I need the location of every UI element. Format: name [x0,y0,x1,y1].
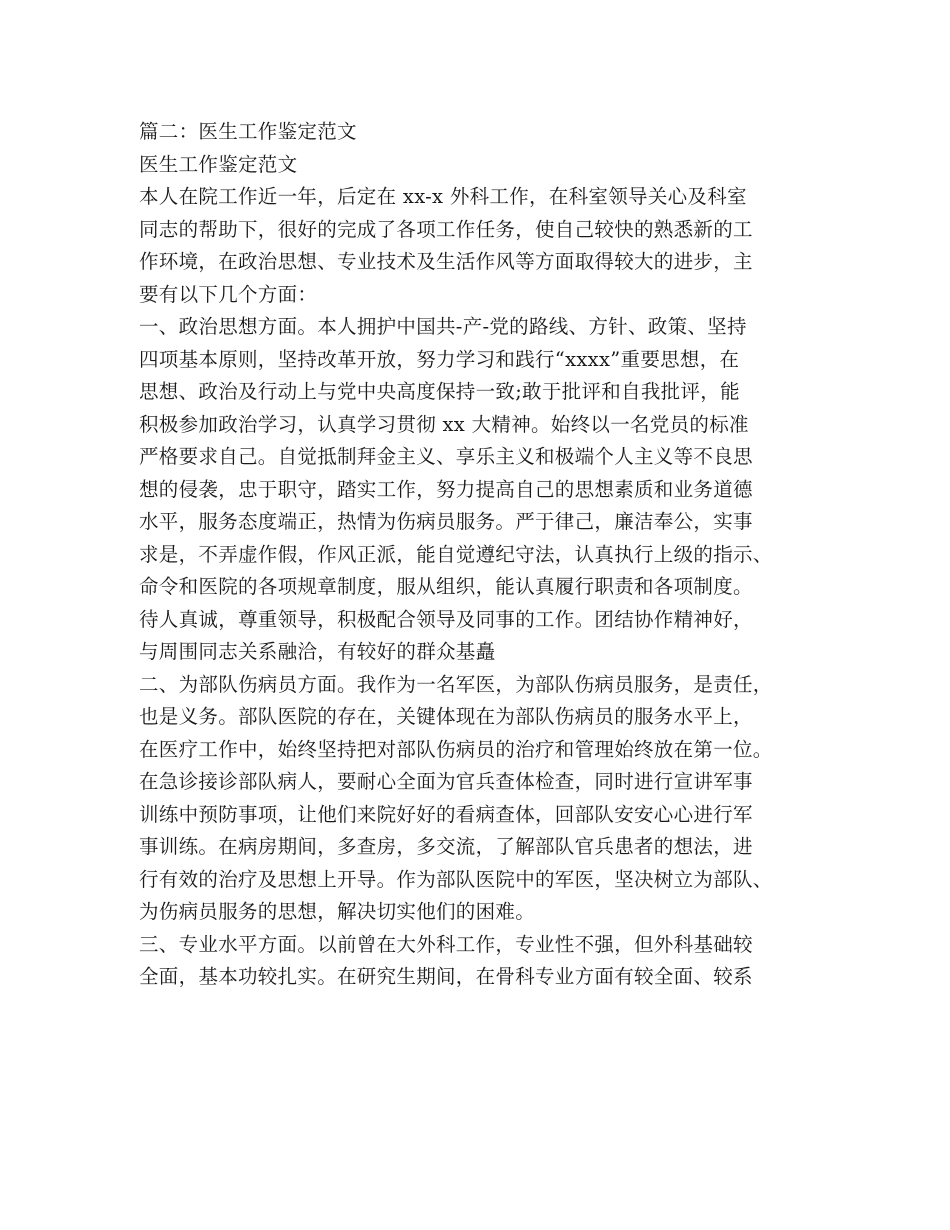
text-line: 行有效的治疗及思想上开导。作为部队医院中的军医，坚决树立为部队、 [139,867,773,891]
text-line: 与周围同志关系融洽，有较好的群众基矗 [139,640,496,663]
text-line: 求是，不弄虚作假，作风正派，能自觉遵纪守法，认真执行上级的指示、 [139,542,773,566]
text-line: 想的侵袭，忠于职守，踏实工作，努力提高自己的思想素质和业务道德 [139,477,753,501]
text-line: 四项基本原则，坚持改革开放，努力学习和践行“xxxx”重要思想，在 [139,347,740,371]
document-body [139,116,829,994]
text-line: 三、专业水平方面。以前曾在大外科工作，专业性不强，但外科基础较 [139,932,753,956]
text-line: 在医疗工作中，始终坚持把对部队伤病员的治疗和管理始终放在第一位。 [139,737,773,761]
text-line: 训练中预防事项，让他们来院好好的看病查体，回部队安安心心进行军 [139,802,753,826]
text-line: 思想、政治及行动上与党中央高度保持一致;敢于批评和自我批评，能 [139,380,740,403]
text-line: 同志的帮助下，很好的完成了各项工作任务，使自己较快的熟悉新的工 [139,217,753,241]
text-line: 要有以下几个方面： [139,282,318,306]
text-line: 严格要求自己。自觉抵制拜金主义、享乐主义和极端个人主义等不良思 [139,445,753,468]
text-line: 一、政治思想方面。本人拥护中国共-产-党的路线、方针、政策、坚持 [139,315,747,338]
text-line: 事训练。在病房期间，多查房，多交流，了解部队官兵患者的想法，进 [139,835,753,858]
text-line: 在急诊接诊部队病人，要耐心全面为官兵查体检查，同时进行宣讲军事 [139,770,753,793]
text-line: 水平，服务态度端正，热情为伤病员服务。严于律己，廉洁奉公，实事 [139,510,753,533]
document-title: 医生工作鉴定范文 [139,152,298,176]
text-line: 全面，基本功较扎实。在研究生期间，在骨科专业方面有较全面、较系 [139,965,753,988]
text-line: 也是义务。部队医院的存在，关键体现在为部队伤病员的服务水平上， [139,705,753,728]
section-title: 篇二：医生工作鉴定范文 [139,120,357,143]
text-line: 积极参加政治学习，认真学习贯彻 xx 大精神。始终以一名党员的标准 [139,412,749,436]
text-line: 为伤病员服务的思想，解决切实他们的困难。 [139,900,536,923]
text-line: 作环境，在政治思想、专业技术及生活作风等方面取得较大的进步，主 [139,250,753,273]
text-line: 待人真诚，尊重领导，积极配合领导及同事的工作。团结协作精神好， [139,607,753,631]
text-line: 二、为部队伤病员方面。我作为一名军医，为部队伤病员服务，是责任， [139,672,773,696]
text-line: 本人在院工作近一年，后定在 xx-x 外科工作，在科室领导关心及科室 [139,185,747,208]
text-line: 命令和医院的各项规章制度，服从组织，能认真履行职责和各项制度。 [139,575,753,598]
